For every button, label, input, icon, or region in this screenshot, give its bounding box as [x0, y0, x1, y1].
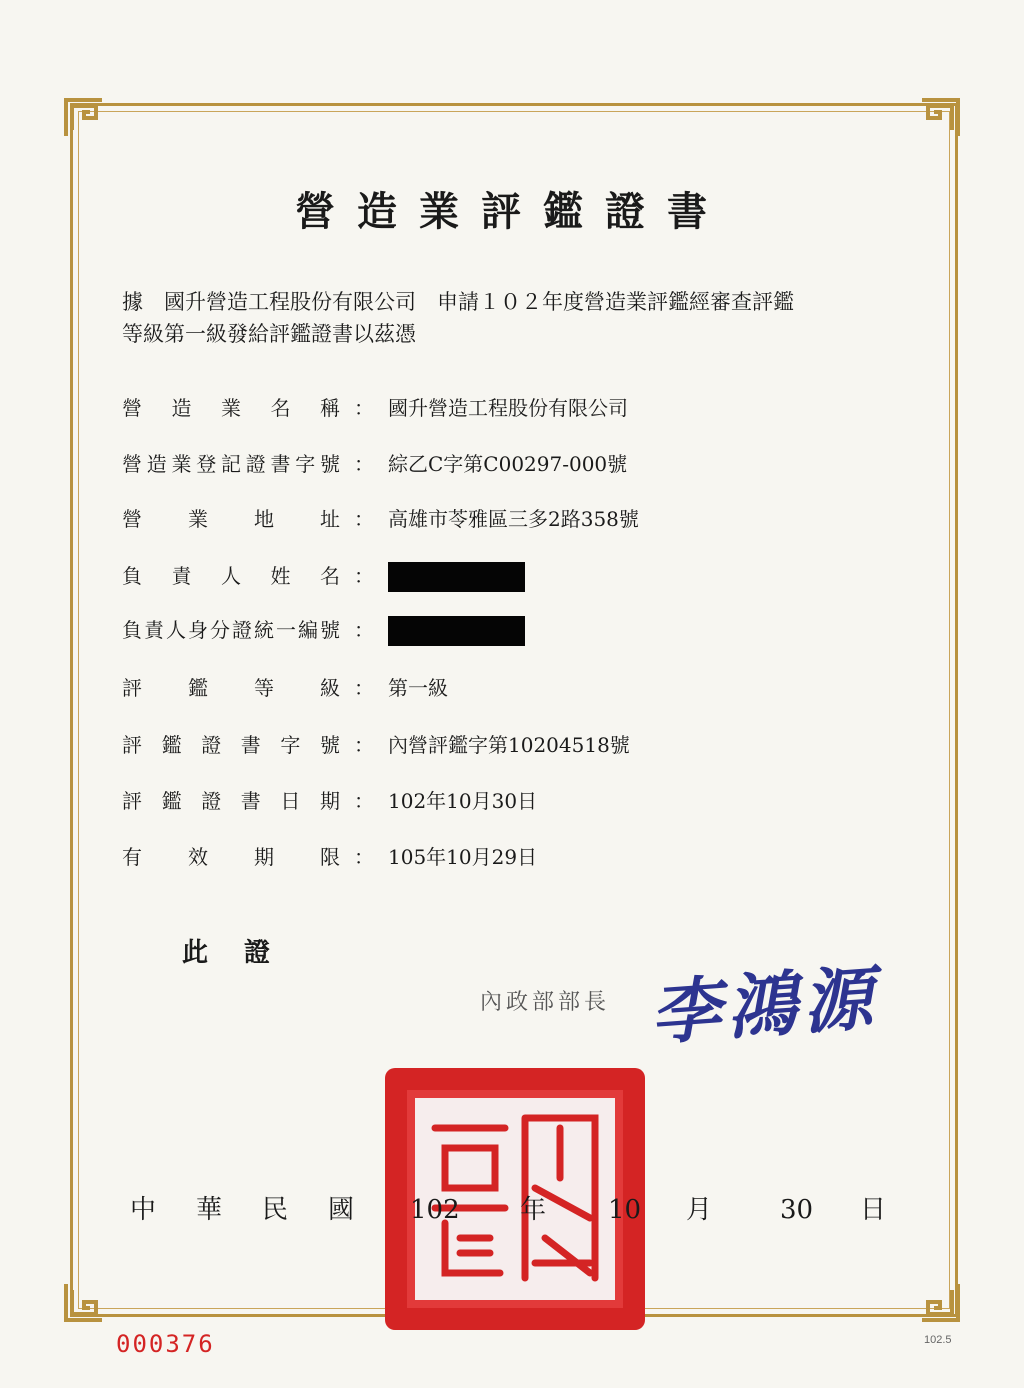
form-version: 102.5 [924, 1334, 952, 1346]
field-value [388, 614, 525, 646]
date-day: 30 [780, 1195, 814, 1225]
field-colon: ： [354, 396, 374, 420]
corner-ornament-icon [918, 1280, 962, 1324]
field-colon: ： [354, 507, 374, 531]
field-colon: ： [354, 564, 374, 588]
field-row [122, 672, 448, 704]
field-label: 負 責 人 姓 名 [122, 564, 340, 588]
field-label: 有 效 期 限 [122, 845, 340, 869]
redaction-bar [388, 562, 525, 592]
issue-date [130, 1190, 890, 1230]
field-value: 內營評鑑字第10204518號 [388, 733, 630, 757]
redaction-bar [388, 616, 525, 646]
field-value: 105年10月29日 [388, 845, 538, 869]
field-row [122, 392, 628, 424]
field-label: 營 業 地 址 [122, 507, 340, 531]
intro-line-2: 等級第一級發給評鑑證書以茲憑 [122, 322, 416, 346]
field-row [122, 503, 639, 535]
corner-ornament-icon [918, 96, 962, 140]
corner-ornament-icon [62, 1280, 106, 1324]
field-label: 營 造 業 登 記 證 書 字 號 [122, 452, 340, 476]
field-value: 國升營造工程股份有限公司 [388, 396, 628, 420]
field-colon: ： [354, 845, 374, 869]
field-label: 評 鑑 證 書 字 號 [122, 733, 340, 757]
field-colon: ： [354, 789, 374, 813]
field-label: 評 鑑 等 級 [122, 676, 340, 700]
field-colon: ： [354, 618, 374, 642]
date-day-unit: 日 [860, 1195, 887, 1225]
field-value: 102年10月30日 [388, 789, 538, 813]
field-value: 綜乙C字第C00297-000號 [388, 452, 628, 476]
date-month-unit: 月 [686, 1195, 713, 1225]
field-colon: ： [354, 676, 374, 700]
field-row [122, 841, 537, 873]
field-colon: ： [354, 733, 374, 757]
minister-title: 內政部部長 [480, 990, 611, 1015]
field-label: 負 責 人 身 分 證 統 一 編 號 [122, 618, 340, 642]
field-row [122, 729, 630, 761]
closing-text: 此證 [182, 938, 307, 968]
certificate-intro [122, 286, 912, 350]
field-row [122, 560, 525, 592]
corner-ornament-icon [62, 96, 106, 140]
field-value [388, 560, 525, 592]
field-row [122, 785, 537, 817]
certificate-title: 營造業評鑑證書 [295, 188, 729, 235]
serial-number: 000376 [116, 1330, 215, 1358]
field-row [122, 448, 627, 480]
minister-signature: 李鴻源 [647, 956, 881, 1055]
date-month: 10 [608, 1195, 642, 1225]
field-value: 高雄市苓雅區三多2路358號 [388, 507, 639, 531]
field-row [122, 614, 525, 646]
field-colon: ： [354, 452, 374, 476]
date-year-unit: 年 [520, 1195, 547, 1225]
field-label: 評 鑑 證 書 日 期 [122, 789, 340, 813]
field-label: 營 造 業 名 稱 [122, 396, 340, 420]
field-value: 第一級 [388, 676, 448, 700]
date-prefix: 中華民國 [130, 1195, 395, 1225]
intro-line-1: 據 國升營造工程股份有限公司 申請１０２年度營造業評鑑經審查評鑑 [122, 290, 794, 314]
date-year: 102 [410, 1195, 460, 1225]
